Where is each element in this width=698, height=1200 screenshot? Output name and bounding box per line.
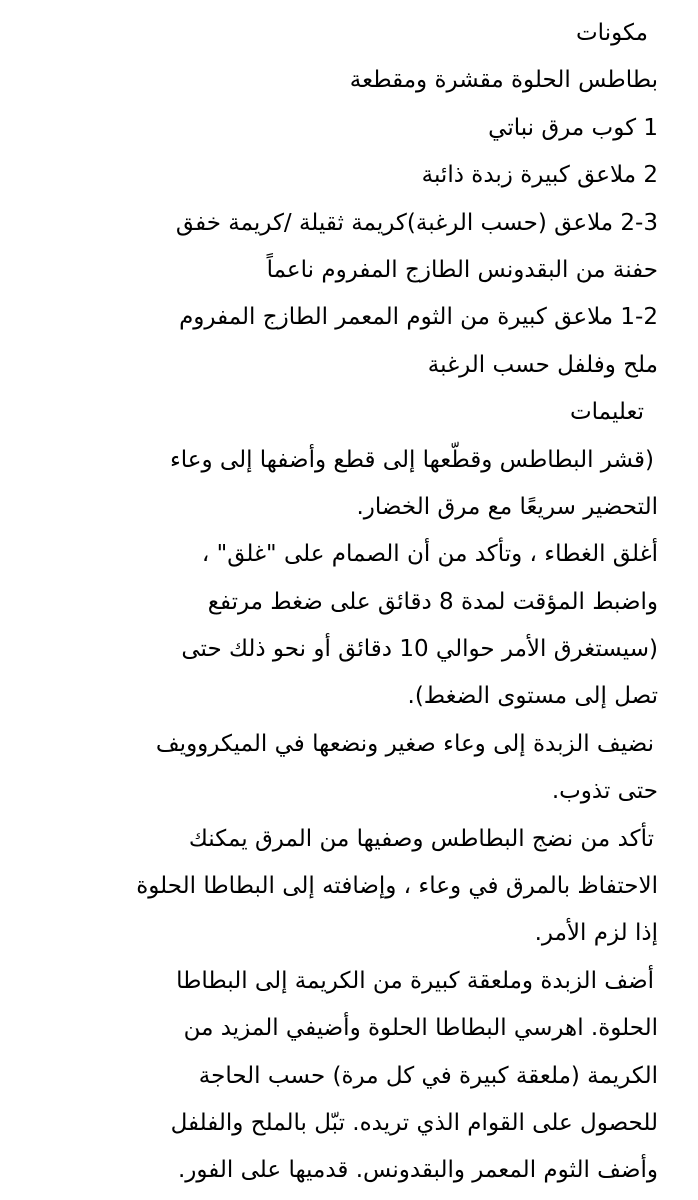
instructions-heading: تعليمات — [569, 399, 644, 426]
instruction-line: واضبط المؤقت لمدة 8 دقائق على ضغط مرتفع — [207, 588, 658, 615]
instruction-line: للحصول على القوام الذي تريده. تبّل بالملح والفلفل — [170, 1109, 658, 1136]
ingredient-line: ملح وفلفل حسب الرغبة — [427, 351, 658, 378]
instruction-line: تأكد من نضج البطاطس وصفيها من المرق يمكنك — [188, 825, 654, 852]
instruction-line: إذا لزم الأمر. — [534, 920, 658, 947]
ingredient-line: بطاطس الحلوة مقشرة ومقطعة — [349, 67, 658, 94]
instruction-line: الحلوة. اهرسي البطاطا الحلوة وأضيفي المزيد من — [183, 1015, 658, 1042]
instruction-line: حتى تذوب. — [551, 778, 658, 805]
instruction-line: تصل إلى مستوى الضغط). — [407, 683, 658, 710]
ingredients-heading: مكونات — [576, 20, 648, 46]
instruction-line: الكريمة (ملعقة كبيرة في كل مرة) حسب الحاجة — [198, 1062, 658, 1089]
ingredient-line: 1 كوب مرق نباتي — [488, 114, 658, 141]
instruction-line: وأضف الثوم المعمر والبقدونس. قدميها على الفور. — [177, 1157, 658, 1184]
instruction-line: الاحتفاظ بالمرق في وعاء ، وإضافته إلى البطاطا الحلوة — [136, 873, 658, 900]
instruction-line: (قشر البطاطس وقطّعها إلى قطع وأضفها إلى وعاء — [169, 446, 654, 473]
ingredient-line: 1-2 ملاعق كبيرة من الثوم المعمر الطازج المفروم — [179, 304, 658, 331]
ingredient-line: حفنة من البقدونس الطازج المفروم ناعماً — [266, 256, 658, 283]
ingredient-line: 2 ملاعق كبيرة زبدة ذائبة — [421, 162, 658, 189]
instruction-line: نضيف الزبدة إلى وعاء صغير ونضعها في الميكروويف — [155, 730, 654, 757]
ingredient-line: 2-3 ملاعق (حسب الرغبة)كريمة ثقيلة /كريمة خفق — [175, 209, 658, 236]
instruction-line: (سيستغرق الأمر حوالي 10 دقائق أو نحو ذلك حتى — [181, 636, 658, 663]
instruction-line: أغلق الغطاء ، وتأكد من أن الصمام على "غلق" ، — [201, 541, 658, 568]
instruction-line: التحضير سريعًا مع مرق الخضار. — [356, 493, 658, 520]
instruction-line: أضف الزبدة وملعقة كبيرة من الكريمة إلى البطاطا — [176, 967, 654, 994]
